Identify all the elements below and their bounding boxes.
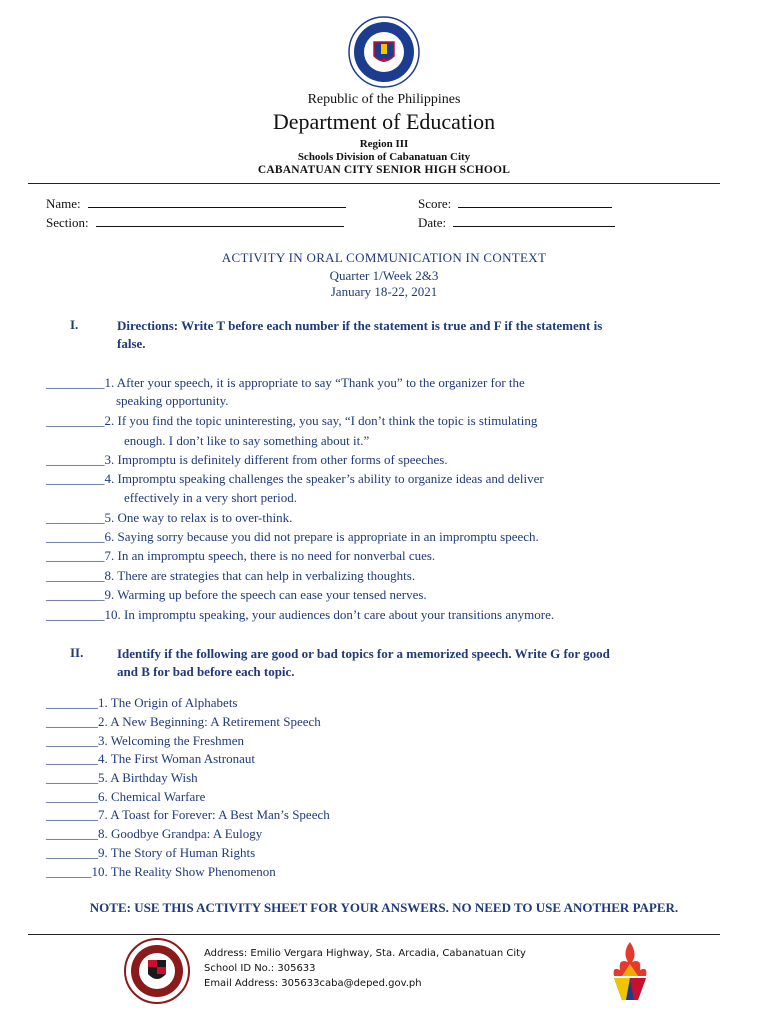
date-field[interactable] xyxy=(418,213,615,231)
name-line[interactable] xyxy=(88,194,346,208)
footer-school-id: School ID No.: 305633 xyxy=(204,963,316,974)
part2-numeral: II. xyxy=(70,645,84,660)
score-line[interactable] xyxy=(458,194,612,208)
part1-item-4-cont: effectively in a very short period. xyxy=(124,490,298,505)
note-text: NOTE: USE THIS ACTIVITY SHEET FOR YOUR ANSWERS. NO NEED TO USE ANOTHER PAPER. xyxy=(89,900,679,915)
division-text: Schools Division of Cabanatuan City xyxy=(297,151,471,163)
part2-directions xyxy=(117,645,717,681)
part1-item-8: _________8. There are strategies that can help in verbalizing thoughts. xyxy=(46,568,416,583)
section-line[interactable] xyxy=(96,213,344,227)
part2-item-5: ________5. A Birthday Wish xyxy=(46,770,198,785)
score-field[interactable] xyxy=(418,194,612,212)
part2-item-1: ________1. The Origin of Alphabets xyxy=(46,695,238,710)
footer-divider xyxy=(28,934,720,935)
part1-item-2: _________2. If you find the topic uninteresting, you say, “I don’t think the topic is stimulating xyxy=(46,413,538,428)
name-field[interactable] xyxy=(46,194,346,212)
part2-item-7: ________7. A Toast for Forever: A Best Man’s Speech xyxy=(46,807,330,822)
part2-directions-line1: Identify if the following are good or bad topics for a memorized speech. Write G for good xyxy=(117,646,610,661)
part1-item-2-cont: enough. I don’t like to say something about it.” xyxy=(124,433,370,448)
part2-item-10: _______10. The Reality Show Phenomenon xyxy=(46,864,276,879)
school-seal-logo xyxy=(124,938,190,1004)
deped-flame-logo xyxy=(608,940,652,1002)
part2-item-2: ________2. A New Beginning: A Retirement Speech xyxy=(46,714,321,729)
header-divider xyxy=(28,183,720,184)
score-label: Score: xyxy=(418,196,452,211)
part2-item-8: ________8. Goodbye Grandpa: A Eulogy xyxy=(46,826,263,841)
section-label: Section: xyxy=(46,215,89,230)
part2-directions-line2: and B for bad before each topic. xyxy=(117,664,295,679)
footer-email: Email Address: 305633caba@deped.gov.ph xyxy=(204,978,422,989)
part1-item-9: _________9. Warming up before the speech can ease your tensed nerves. xyxy=(46,587,427,602)
part1-item-1: _________1. After your speech, it is appropriate to say “Thank you” to the organizer for the xyxy=(46,375,525,390)
part1-item-7: _________7. In an impromptu speech, there is no need for nonverbal cues. xyxy=(46,548,436,563)
date-label: Date: xyxy=(418,215,447,230)
part2-item-9: ________9. The Story of Human Rights xyxy=(46,845,256,860)
part1-item-10: _________10. In impromptu speaking, your audiences don’t care about your transitions anymore. xyxy=(46,607,555,622)
part1-item-6: _________6. Saying sorry because you did not prepare is appropriate in an impromptu speech. xyxy=(46,529,539,544)
part1-item-3: _________3. Impromptu is definitely different from other forms of speeches. xyxy=(46,452,448,467)
part1-item-1-cont: speaking opportunity. xyxy=(116,393,229,408)
part1-directions xyxy=(117,317,717,353)
region-text: Region III xyxy=(359,138,409,150)
activity-title: ACTIVITY IN ORAL COMMUNICATION IN CONTEXT xyxy=(221,250,547,265)
part1-item-5: _________5. One way to relax is to over-think. xyxy=(46,510,293,525)
date-line[interactable] xyxy=(453,213,615,227)
part2-item-3: ________3. Welcoming the Freshmen xyxy=(46,733,245,748)
part1-item-4: _________4. Impromptu speaking challenges the speaker’s ability to organize ideas and deliver xyxy=(46,471,544,486)
name-label: Name: xyxy=(46,196,81,211)
deped-seal-logo xyxy=(348,16,420,88)
department-title: Department of Education xyxy=(272,109,496,134)
activity-quarter: Quarter 1/Week 2&3 xyxy=(329,268,439,283)
part2-item-6: ________6. Chemical Warfare xyxy=(46,789,206,804)
school-name: CABANATUAN CITY SENIOR HIGH SCHOOL xyxy=(257,164,511,176)
activity-date: January 18-22, 2021 xyxy=(330,284,438,299)
footer-address: Address: Emilio Vergara Highway, Sta. Arcadia, Cabanatuan City xyxy=(204,948,526,959)
part1-numeral: I. xyxy=(70,317,79,332)
republic-text: Republic of the Philippines xyxy=(307,92,461,107)
part1-directions-line1: Directions: Write T before each number if the statement is true and F if the statement is xyxy=(117,318,603,333)
section-field[interactable] xyxy=(46,213,344,231)
part2-item-4: ________4. The First Woman Astronaut xyxy=(46,751,255,766)
part1-directions-line2: false. xyxy=(117,336,146,351)
